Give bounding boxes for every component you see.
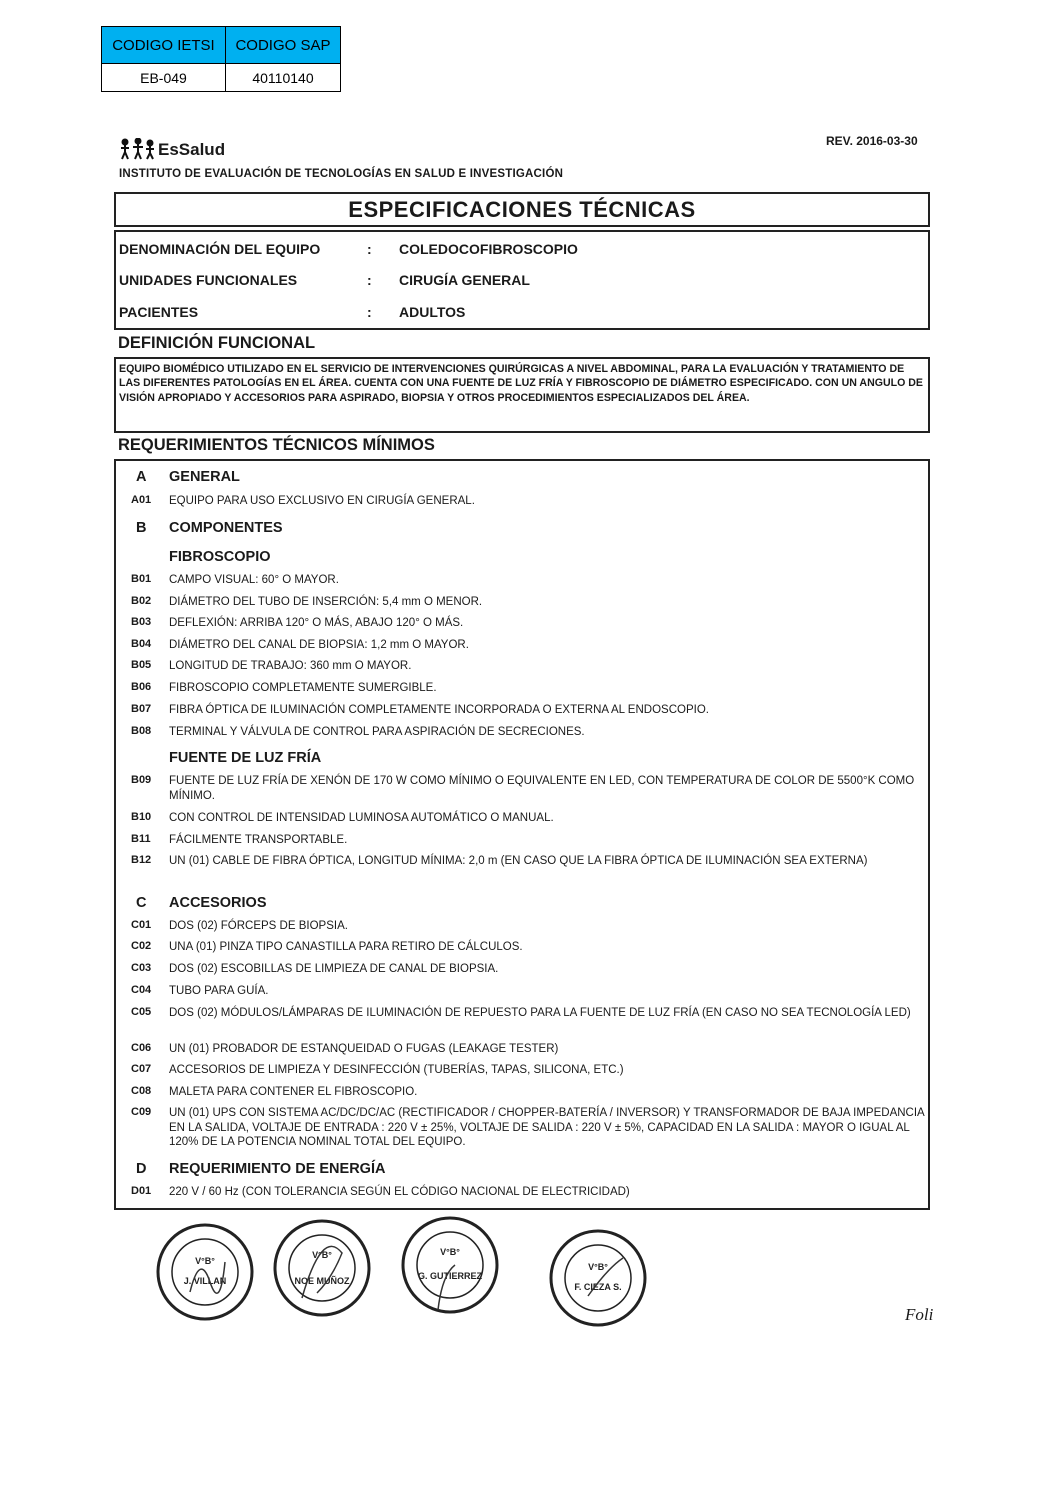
req-code: B02 [131,595,152,607]
approval-stamp-2 [272,1218,372,1318]
institute-name: INSTITUTO DE EVALUACIÓN DE TECNOLOGÍAS EN SALUD E INVESTIGACIÓN [119,168,564,180]
category-letter: A [136,469,147,485]
req-code: C09 [131,1106,152,1118]
stamp-vb: V°B° [588,1262,608,1272]
info-label: UNIDADES FUNCIONALES [119,272,298,288]
logo-text: EsSalud [158,140,226,159]
stamp-name: F. CIEZA S. [574,1282,622,1292]
req-text: UN (01) UPS CON SISTEMA AC/DC/DC/AC (RECTIFICADOR / CHOPPER-BATERÍA / INVERSOR) Y TRANSFORMADOR DE BAJA IMPEDANCIA EN LA SALIDA, VOLTAJE DE ENTRADA : 220 V ± 25%, VOLTAJE DE SALIDA : 220 V ± 5%, CAPACIDAD EN LA SALIDA : MAYOR O IGUAL AL 120% DE LA POTENCIA NOMINAL TOTAL DEL EQUIPO. [169,1107,925,1148]
essalud-logo [120,138,225,160]
req-text: FUENTE DE LUZ FRÍA DE XENÓN DE 170 W COMO MÍNIMO O EQUIVALENTE EN LED, CON TEMPERATURA DE COLOR DE 5500°K COMO MÍNIMO. [169,775,915,802]
info-value: CIRUGÍA GENERAL [399,272,530,288]
req-code: B08 [131,725,152,737]
document-title: ESPECIFICACIONES TÉCNICAS [114,192,930,227]
revision-date: REV. 2016-03-30 [826,134,918,148]
info-value: COLEDOCOFIBROSCOPIO [399,241,578,257]
req-code: C05 [131,1006,152,1018]
req-text: UNA (01) PINZA TIPO CANASTILLA PARA RETIRO DE CÁLCULOS. [169,941,523,953]
req-text: DOS (02) MÓDULOS/LÁMPARAS DE ILUMINACIÓN DE REPUESTO PARA LA FUENTE DE LUZ FRÍA (EN CASO NO SEA TECNOLOGÍA LED) [169,1007,911,1019]
requirements-title: REQUERIMIENTOS TÉCNICOS MÍNIMOS [118,436,435,454]
req-text: CON CONTROL DE INTENSIDAD LUMINOSA AUTOMÁTICO O MANUAL. [169,812,554,824]
req-code: C08 [131,1085,152,1097]
stamp-vb: V°B° [195,1256,215,1266]
codigo-sap-value: 40110140 [225,64,340,92]
approval-stamp-3 [400,1215,500,1315]
req-text: FÁCILMENTE TRANSPORTABLE. [169,834,348,846]
category-name: ACCESORIOS [169,895,267,911]
codigo-ietsi-value: EB-049 [102,64,226,92]
subsection-fibroscopio: FIBROSCOPIO [169,549,271,565]
category-name: GENERAL [169,469,240,485]
req-code: A01 [131,494,152,506]
req-code: B07 [131,703,152,715]
info-label: PACIENTES [119,304,199,320]
req-code: C07 [131,1063,152,1075]
codigo-ietsi-header: CODIGO IETSI [102,27,226,64]
info-sep: : [367,304,372,320]
req-text: TUBO PARA GUÍA. [169,985,269,997]
req-code: C06 [131,1042,152,1054]
stamp-name: NOE MUÑOZ [294,1276,350,1286]
req-text: TERMINAL Y VÁLVULA DE CONTROL PARA ASPIRACIÓN DE SECRECIONES. [169,726,585,738]
definition-title: DEFINICIÓN FUNCIONAL [118,334,316,352]
req-text: DOS (02) FÓRCEPS DE BIOPSIA. [169,920,348,932]
req-text: UN (01) CABLE DE FIBRA ÓPTICA, LONGITUD MÍNIMA: 2,0 m (EN CASO QUE LA FIBRA ÓPTICA DE ILUMINACIÓN SEA EXTERNA) [169,855,868,867]
req-text: MALETA PARA CONTENER EL FIBROSCOPIO. [169,1086,418,1098]
req-text: FIBRA ÓPTICA DE ILUMINACIÓN COMPLETAMENTE INCORPORADA O EXTERNA AL ENDOSCOPIO. [169,704,709,716]
category-letter: B [136,520,147,536]
req-code: B10 [131,811,152,823]
req-code: B06 [131,681,152,693]
codes-table [101,26,341,92]
req-text: EQUIPO PARA USO EXCLUSIVO EN CIRUGÍA GENERAL. [169,495,475,507]
definition-box [114,357,930,433]
req-code: B04 [131,638,152,650]
stamp-name: G. GUTIERREZ [417,1271,483,1281]
req-code: B11 [131,833,151,845]
req-text: DEFLEXIÓN: ARRIBA 120° O MÁS, ABAJO 120° O MÁS. [169,617,464,629]
codigo-sap-header: CODIGO SAP [225,27,340,64]
req-code: B09 [131,774,152,786]
req-code: D01 [131,1185,152,1197]
equipment-info [114,230,930,330]
requirements-box [114,459,930,1210]
req-text: FIBROSCOPIO COMPLETAMENTE SUMERGIBLE. [169,682,437,694]
category-name: REQUERIMIENTO DE ENERGÍA [169,1161,386,1177]
info-label: DENOMINACIÓN DEL EQUIPO [119,241,321,257]
subsection-fuente-luz: FUENTE DE LUZ FRÍA [169,750,322,766]
req-code: C01 [131,919,152,931]
req-text: LONGITUD DE TRABAJO: 360 mm O MAYOR. [169,660,412,672]
info-sep: : [367,272,372,288]
req-text: UN (01) PROBADOR DE ESTANQUEIDAD O FUGAS (LEAKAGE TESTER) [169,1043,559,1055]
category-letter: D [136,1161,147,1177]
category-name: COMPONENTES [169,520,283,536]
stamp-name: J. VILLAN [183,1276,227,1286]
req-code: C03 [131,962,152,974]
req-text: DIÁMETRO DEL CANAL DE BIOPSIA: 1,2 mm O MAYOR. [169,639,469,651]
req-code: C02 [131,940,152,952]
req-text: 220 V / 60 Hz (CON TOLERANCIA SEGÚN EL CÓDIGO NACIONAL DE ELECTRICIDAD) [169,1186,630,1198]
info-sep: : [367,241,372,257]
req-code: B12 [131,854,152,866]
req-text: DIÁMETRO DEL TUBO DE INSERCIÓN: 5,4 mm O MENOR. [169,596,483,608]
category-letter: C [136,895,147,911]
stamp-vb: V°B° [312,1250,332,1260]
family-logo-icon [120,138,156,160]
req-text: ACCESORIOS DE LIMPIEZA Y DESINFECCIÓN (TUBERÍAS, TAPAS, SILICONA, ETC.) [169,1064,624,1076]
req-code: B01 [131,573,152,585]
req-code: B05 [131,659,152,671]
info-value: ADULTOS [399,304,466,320]
folio-mark: Foli [905,1305,934,1324]
req-code: C04 [131,984,152,996]
definition-text: EQUIPO BIOMÉDICO UTILIZADO EN EL SERVICIO DE INTERVENCIONES QUIRÚRGICAS A NIVEL ABDOMINAL, PARA LA EVALUACIÓN Y TRATAMIENTO DE LAS DIFERENTES PATOLOGÍAS EN EL ÁREA. CUENTA CON UNA FUENTE DE LUZ FRÍA Y FIBROSCOPIO DE DIÁMETRO ESPECIFICADO. CON UN ANGULO DE VISIÓN APROPIADO Y ACCESORIOS PARA ASPIRADO, BIOPSIA Y OTROS PROCEDIMIENTOS ESPECIALIZADOS DEL ÁREA. [119,363,923,404]
req-text: DOS (02) ESCOBILLAS DE LIMPIEZA DE CANAL DE BIOPSIA. [169,963,499,975]
approval-stamp-4 [548,1228,648,1328]
req-code: B03 [131,616,152,628]
req-text: CAMPO VISUAL: 60° O MAYOR. [169,574,339,586]
stamp-vb: V°B° [440,1247,460,1257]
approval-stamp-1 [155,1222,255,1322]
